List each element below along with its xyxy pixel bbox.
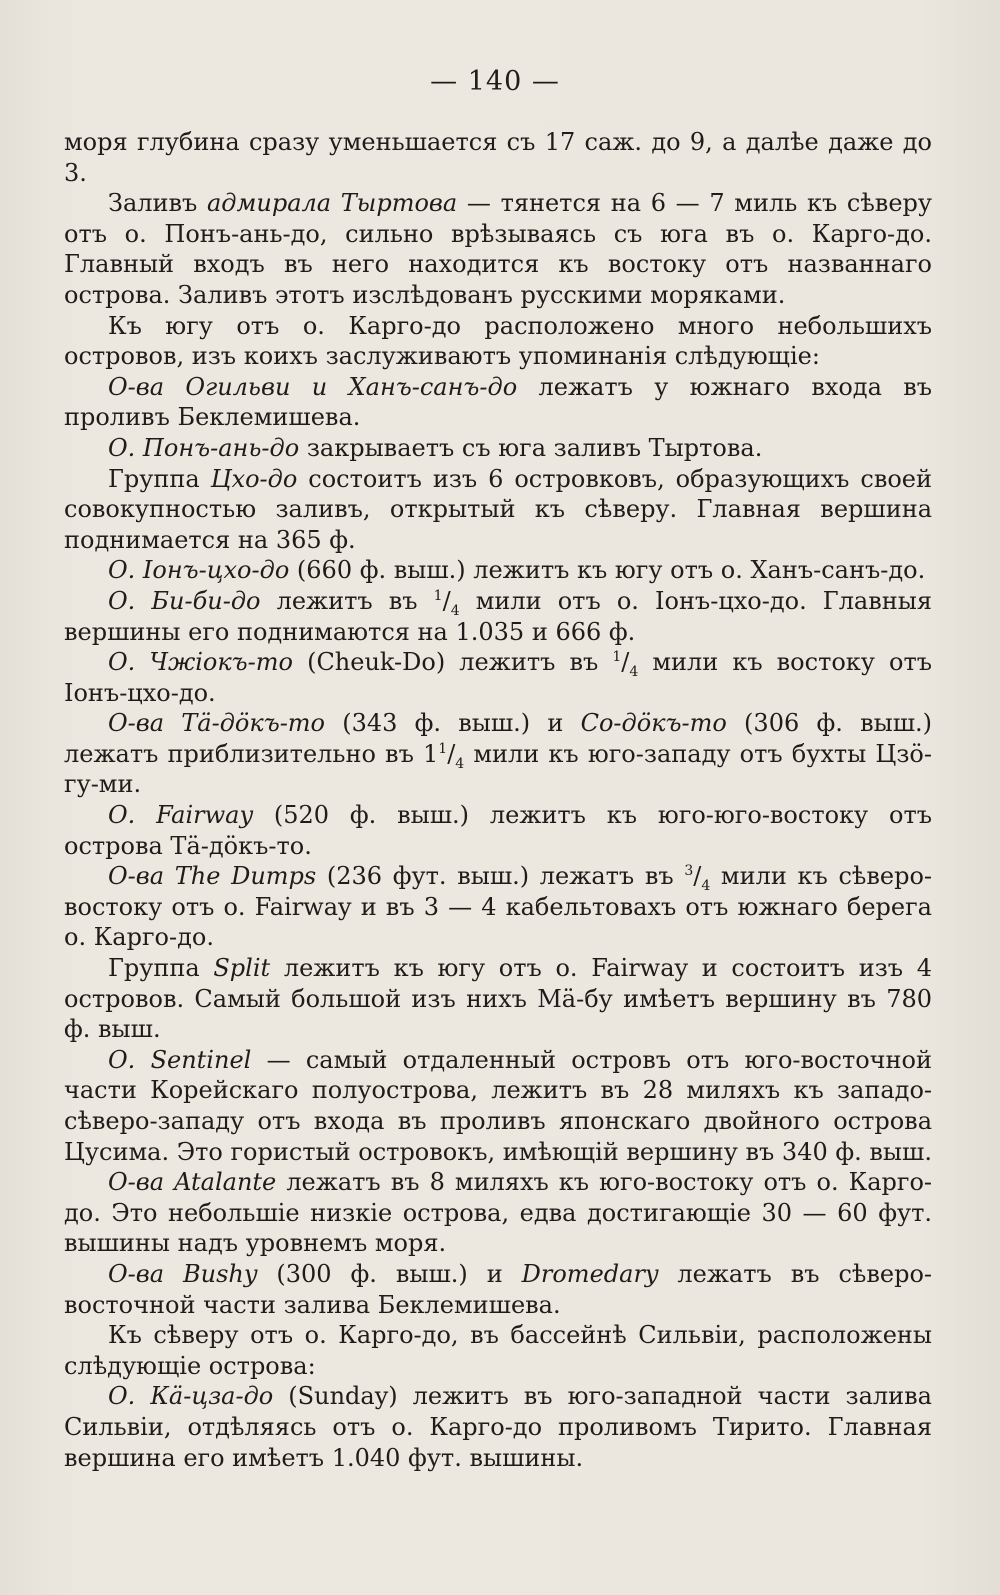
paragraph: [64, 464, 932, 556]
text-run: (520 ф. выш.) лежитъ къ юго-юго-востоку отъ острова Тä-дöкъ-то.: [64, 801, 932, 860]
paragraph: [64, 127, 932, 188]
italic-term: О. Би-би-до: [108, 586, 261, 615]
text-run: Группа: [108, 954, 214, 983]
paragraph: [64, 311, 932, 372]
text-run: — тянется на 6 — 7 миль къ сѣверу отъ о. Понъ-ань-до, сильно врѣзываясь съ юга въ о. Карго-до. Главный входъ въ него находится къ востоку отъ названнаго острова. Заливъ этотъ изслѣдованъ русскими моряками.: [64, 189, 933, 309]
text-run: Группа: [108, 464, 211, 493]
text-run: Къ югу отъ о. Карго-до расположено много небольшихъ островов, изъ коихъ заслуживаютъ упоминанія слѣдующіе:: [64, 311, 932, 371]
paragraph: [64, 433, 932, 464]
fraction-part: 3: [684, 863, 694, 880]
italic-term: О. Кä-цза-до: [108, 1382, 274, 1411]
text-run: лежатъ въ сѣверо-восточной части залива Беклемишева.: [64, 1259, 932, 1319]
text-run: мили отъ о. Іонъ-цхо-до. Главныя вершины его поднимаются на 1.035 и 666 ф.: [64, 586, 932, 646]
italic-term: О. Іонъ-цхо-до: [108, 556, 290, 585]
text-run: /: [693, 862, 702, 891]
italic-term: О-ва Bushy: [108, 1259, 258, 1288]
paragraph: [64, 953, 932, 1045]
page-number: — 140 —: [430, 66, 560, 97]
italic-term: О-ва Atalante: [108, 1168, 277, 1197]
fraction-part: 4: [629, 663, 639, 680]
paragraph: [64, 1381, 932, 1473]
italic-term: О-ва Огильви и Ханъ-санъ-до: [108, 372, 518, 401]
text-run: мили къ юго-западу отъ бухты Цзö-гу-ми.: [64, 739, 932, 799]
text-run: мили къ востоку отъ Іонъ-цхо-до.: [64, 648, 932, 707]
italic-term: О. Понъ-ань-до: [108, 433, 300, 462]
italic-term: Со-дöкъ-то: [580, 709, 727, 738]
text-run: (306 ф. выш.) лежатъ приблизительно въ 1: [64, 709, 933, 768]
fraction-part: 4: [450, 602, 460, 619]
paragraph: [64, 1259, 932, 1320]
text-run: мили къ сѣверо-востоку отъ о. Fairway и въ 3 — 4 кабельтовахъ отъ южнаго берега о. Карго-до.: [64, 862, 933, 952]
italic-term: О. Sentinel: [108, 1045, 252, 1074]
italic-term: О-ва The Dumps: [108, 862, 317, 891]
text-run: (Cheuk-Do) лежитъ въ: [293, 648, 613, 677]
italic-term: Цхо-до: [210, 464, 298, 493]
paragraph: [64, 1320, 932, 1381]
italic-term: Dromedary: [521, 1259, 659, 1288]
text-run: (660 ф. выш.) лежитъ къ югу отъ о. Ханъ-санъ-до.: [289, 556, 926, 585]
text-run: (Sunday) лежитъ въ юго-западной части залива Сильвіи, отдѣляясь отъ о. Карго-до проливомъ Тирито. Главная вершина его имѣетъ 1.040 фут. вышины.: [64, 1382, 932, 1472]
text-run: /: [447, 739, 456, 768]
fraction-part: 4: [455, 755, 465, 772]
paragraph: [64, 800, 932, 861]
fraction-part: 1: [612, 649, 622, 666]
text-run: (343 ф. выш.) и: [325, 709, 581, 738]
text-run: лежатъ у южнаго входа въ проливъ Беклемишева.: [64, 372, 933, 432]
text-run: (236 фут. выш.) лежатъ въ: [316, 862, 685, 891]
text-run: Заливъ: [108, 189, 207, 218]
text-run: лежитъ въ: [260, 586, 434, 615]
text-run: /: [442, 586, 451, 615]
text-run: моря глубина сразу уменьшается съ 17 саж. до 9, а далѣе даже до 3.: [64, 128, 932, 187]
text-run: Къ сѣверу отъ о. Карго-до, въ бассейнѣ Сильвіи, расположены слѣдующіе острова:: [64, 1321, 932, 1380]
fraction-part: 1: [438, 740, 448, 757]
italic-term: О. Fairway: [108, 801, 254, 830]
text-run: /: [621, 648, 630, 677]
paragraph: [64, 861, 932, 953]
text-run: закрываетъ съ юга заливъ Тыртова.: [299, 433, 763, 462]
text-run: состоитъ изъ 6 островковъ, образующихъ своей совокупностью заливъ, открытый къ сѣверу. Главная вершина поднимается на 365 ф.: [64, 464, 932, 554]
fraction-part: 1: [433, 587, 443, 604]
text-run: лежитъ къ югу отъ о. Fairway и состоитъ изъ 4 островов. Самый большой изъ нихъ Мä-бу имѣетъ вершину въ 780 ф. выш.: [64, 954, 933, 1044]
text-run: — самый отдаленный островъ отъ юго-восточной части Корейскаго полуострова, лежитъ въ 28 миляхъ къ западо-сѣверо-западу отъ входа въ проливъ японскаго двойного острова Цусима. Это гористый островокъ, имѣющій вершину въ 340 ф. выш.: [64, 1045, 932, 1166]
body-text: [64, 127, 932, 1473]
italic-term: Split: [213, 954, 271, 983]
paragraph: [64, 647, 932, 708]
fraction-part: 4: [701, 878, 711, 895]
text-run: (300 ф. выш.) и: [257, 1259, 522, 1288]
text-run: лежатъ въ 8 миляхъ къ юго-востоку отъ о. Карго-до. Это небольшіе низкіе острова, едва достигающіе 30 — 60 фут. вышины надъ уровнемъ моря.: [64, 1168, 932, 1258]
italic-term: адмирала Тыртова: [206, 189, 458, 218]
paragraph: [64, 1167, 932, 1259]
paragraph: [64, 586, 932, 647]
paragraph: [64, 372, 932, 433]
paragraph: [64, 708, 932, 800]
paragraph: [64, 188, 932, 310]
paragraph: [64, 555, 932, 586]
italic-term: О-ва Тä-дöкъ-то: [108, 709, 326, 738]
italic-term: О. Чжіокъ-то: [108, 648, 293, 677]
paragraph: [64, 1045, 932, 1167]
